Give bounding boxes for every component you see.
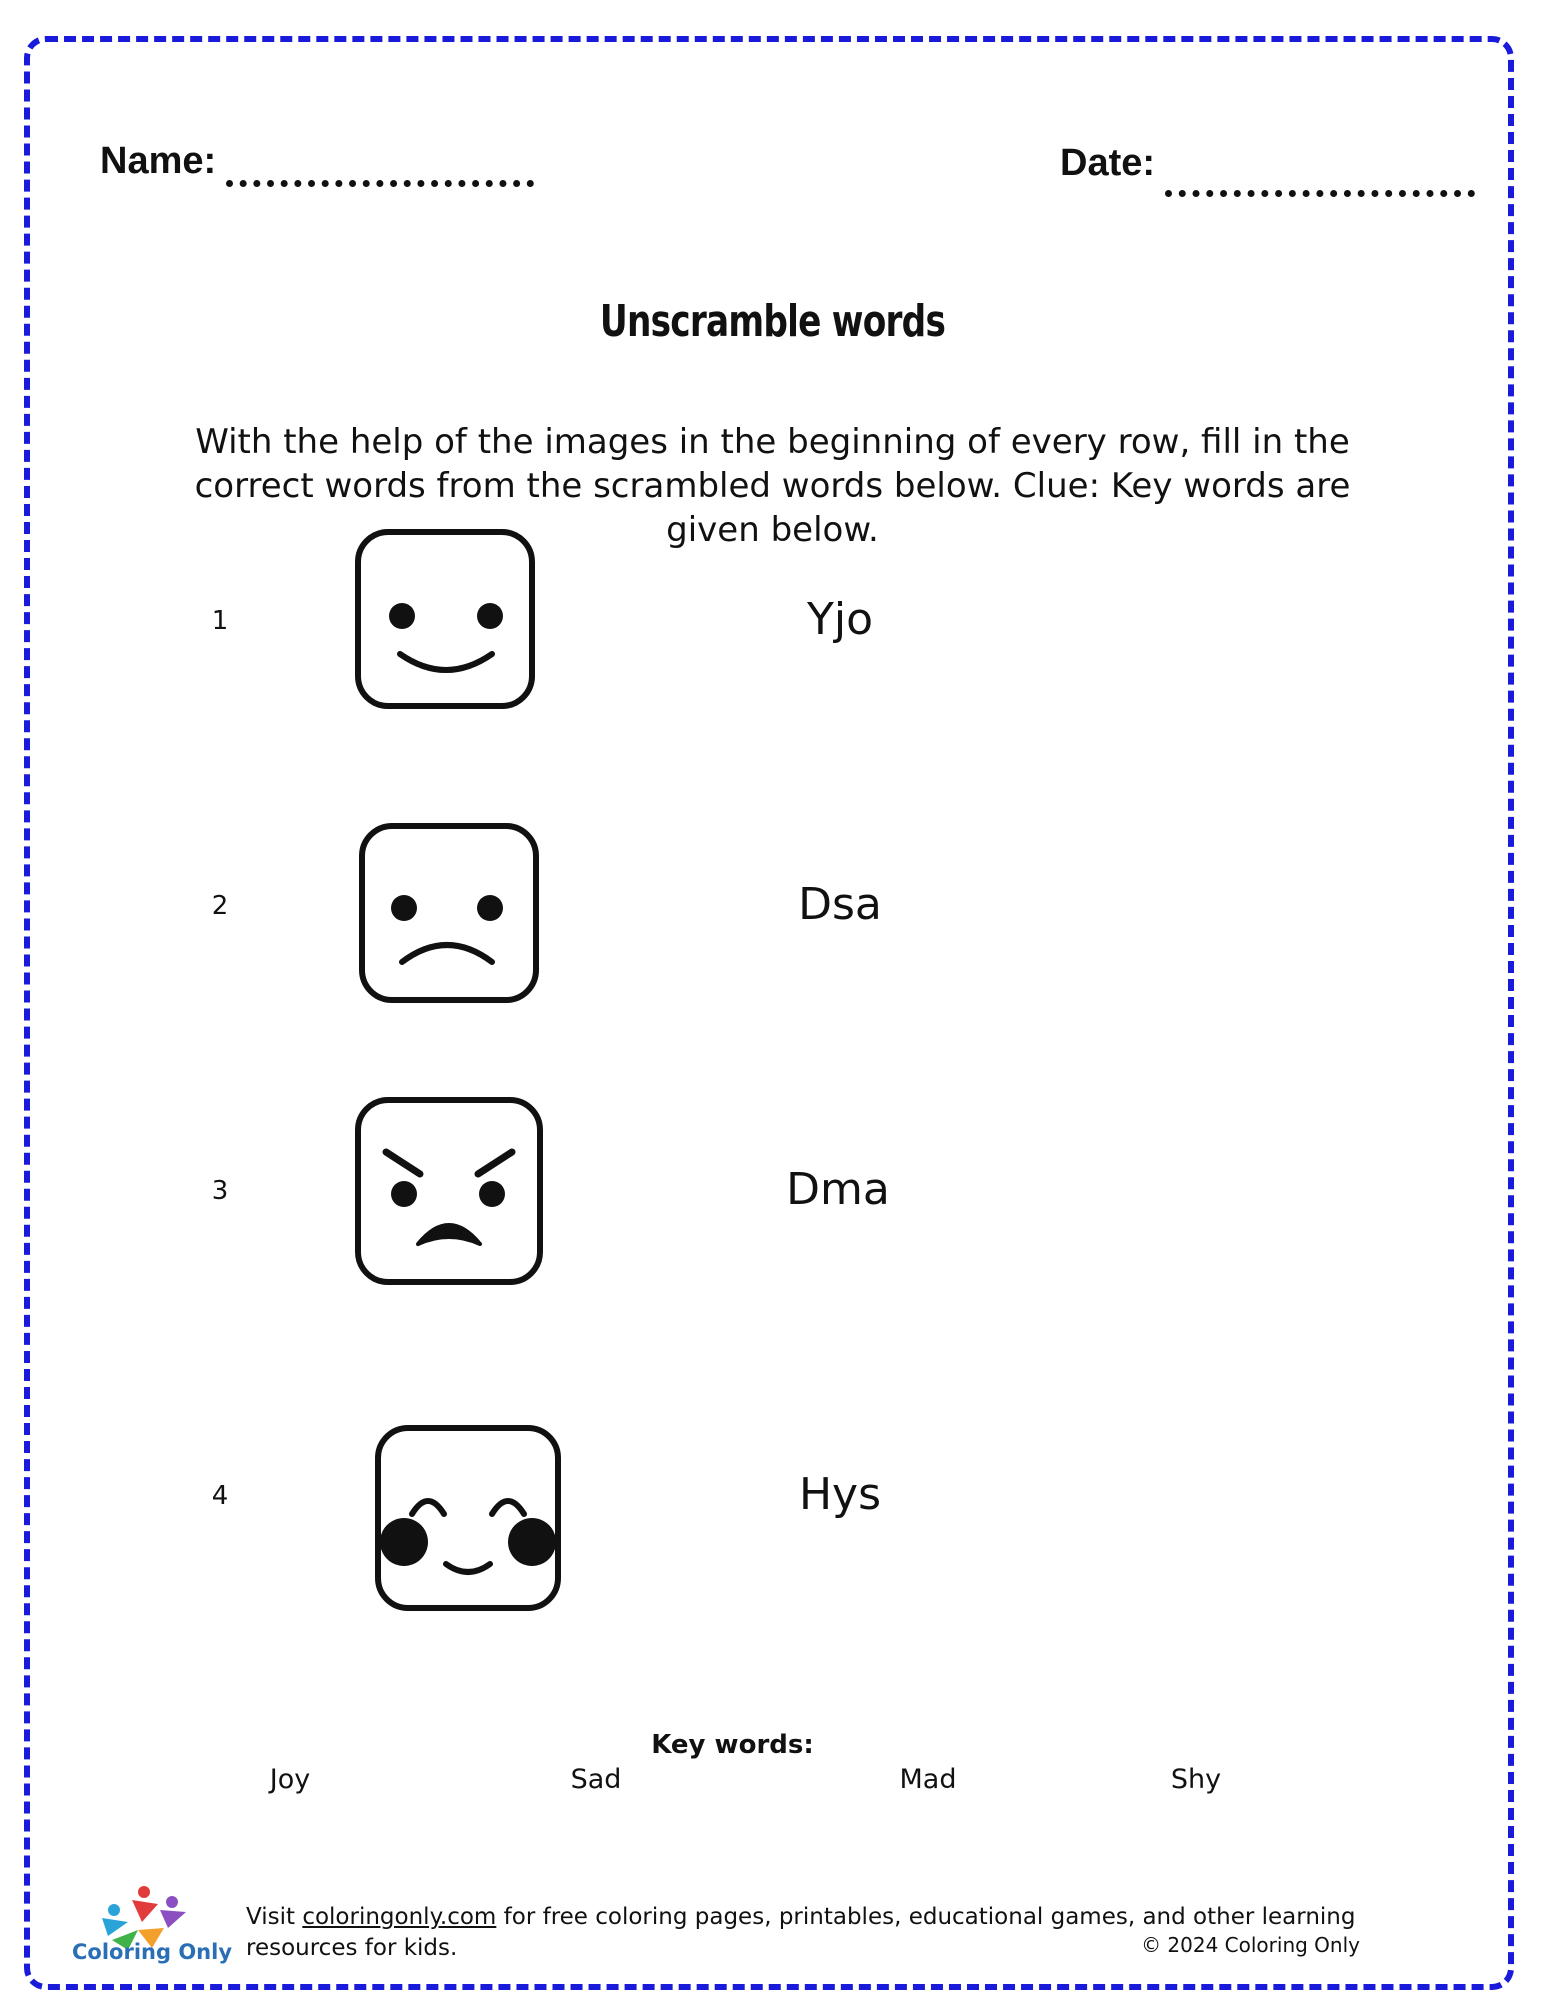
angry-face-icon <box>352 1094 546 1288</box>
footer-visit-suffix: for free coloring pages, printables, educational games, and other learning resources for kids. <box>246 1904 1356 1961</box>
copyright-text: © 2024 Coloring Only <box>1141 1933 1360 1957</box>
scrambled-word-2: Dsa <box>798 879 882 930</box>
date-blank-line <box>1165 190 1475 197</box>
logo-text: Coloring Only <box>72 1940 233 1964</box>
row-number-1: 1 <box>211 606 229 636</box>
key-word-shy: Shy <box>1170 1764 1222 1795</box>
scrambled-word-4: Hys <box>798 1469 882 1520</box>
sad-face-icon <box>356 820 542 1006</box>
coloringonly-link[interactable]: coloringonly.com <box>302 1904 497 1930</box>
scrambled-word-3: Dma <box>786 1164 890 1215</box>
key-word-sad: Sad <box>570 1764 622 1795</box>
shy-face-icon <box>372 1422 564 1614</box>
key-word-mad: Mad <box>899 1764 957 1795</box>
name-label: Name: <box>100 140 217 182</box>
date-label: Date: <box>1060 142 1156 184</box>
footer-visit-prefix: Visit <box>246 1904 303 1930</box>
name-blank-line <box>226 180 534 187</box>
key-words-title: Key words: <box>651 1730 814 1760</box>
instructions-text: With the help of the images in the beginning of every row, fill in the correct words from the scrambled words below. Clue: Key words are given below. <box>194 422 1351 550</box>
row-number-3: 3 <box>211 1176 229 1206</box>
row-number-4: 4 <box>211 1481 229 1511</box>
key-word-joy: Joy <box>269 1764 311 1795</box>
row-number-2: 2 <box>211 891 229 921</box>
scrambled-word-1: Yjo <box>806 594 874 645</box>
smiley-face-icon <box>352 526 538 712</box>
worksheet-title: Unscramble words <box>599 296 946 347</box>
